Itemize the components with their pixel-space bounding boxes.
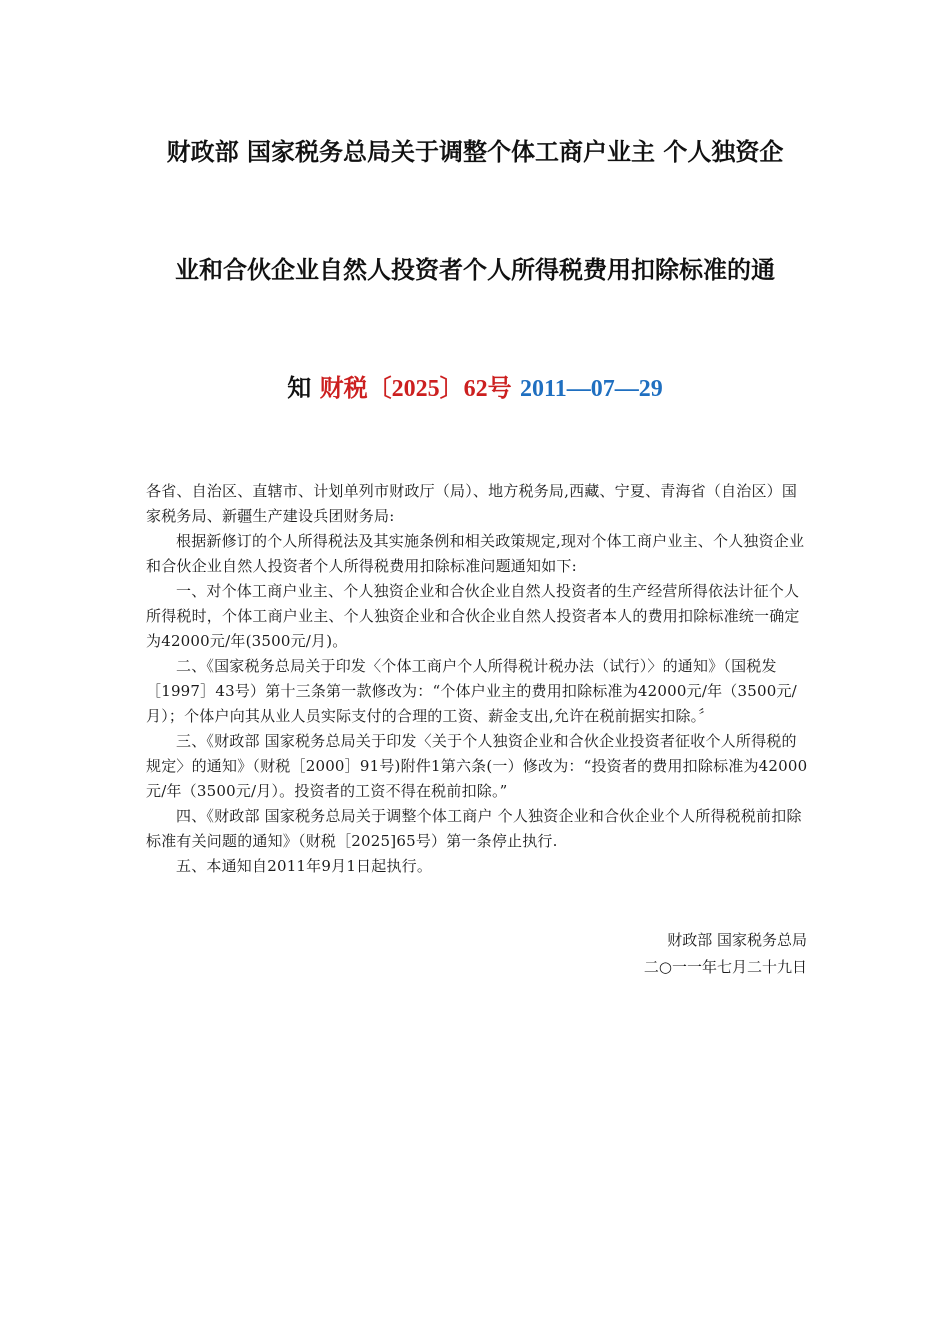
document-title-line-3 (0, 373, 950, 404)
document-number: 财税〔2025〕62号 (319, 376, 512, 402)
document-body (146, 479, 808, 879)
document-date: 2011—07—29 (520, 376, 663, 402)
intro-paragraph: 根据新修订的个人所得税法及其实施条例和相关政策规定,现对个体工商户业主、个人独资企业和合伙企业自然人投资者个人所得税费用扣除标准问题通知如下: (146, 532, 805, 575)
document-title-line-2: 业和合伙企业自然人投资者个人所得税费用扣除标准的通 (175, 256, 775, 284)
addressee-paragraph: 各省、自治区、直辖市、计划单列市财政厅（局）、地方税务局,西藏、宁夏、青海省（自治区）国家税务局、新疆生产建设兵团财务局: (146, 482, 798, 525)
item-1-paragraph: 一、对个体工商户业主、个人独资企业和合伙企业自然人投资者的生产经营所得依法计征个人所得税时，个体工商户业主、个人独资企业和合伙企业自然人投资者本人的费用扣除标准统一确定为42000元/年(3500元/月)。 (146, 582, 800, 650)
signature-org: 财政部 国家税务总局 (667, 931, 807, 949)
signature-block (644, 927, 807, 981)
title-line-3-prefix: 知 (287, 374, 320, 402)
item-4-paragraph: 四、《财政部 国家税务总局关于调整个体工商户 个人独资企业和合伙企业个人所得税税前扣除标准有关问题的通知》（财税［2025]65号）第一条停止执行. (146, 807, 802, 850)
signature-date: 二○一一年七月二十九日 (643, 958, 807, 976)
item-5-paragraph: 五、本通知自2011年9月1日起执行。 (176, 857, 433, 875)
item-3-paragraph: 三、《财政部 国家税务总局关于印发〈关于个人独资企业和合伙企业投资者征收个人所得税的规定〉的通知》（财税［2000］91号)附件1第六条(一）修改为：“投资者的费用扣除标准为42000元/年（3500元/月）。投资者的工资不得在税前扣除。” (146, 732, 808, 800)
item-2-paragraph: 二、《国家税务总局关于印发〈个体工商户个人所得税计税办法（试行）〉的通知》（国税发［1997］43号）第十三条第一款修改为：“个体户业主的费用扣除标准为42000元/年（3500元/月）；个体户向其从业人员实际支付的合理的工资、薪金支出,允许在税前据实扣除。〞 (146, 657, 797, 725)
document-title-line-1: 财政部 国家税务总局关于调整个体工商户业主 个人独资企 (166, 138, 784, 166)
